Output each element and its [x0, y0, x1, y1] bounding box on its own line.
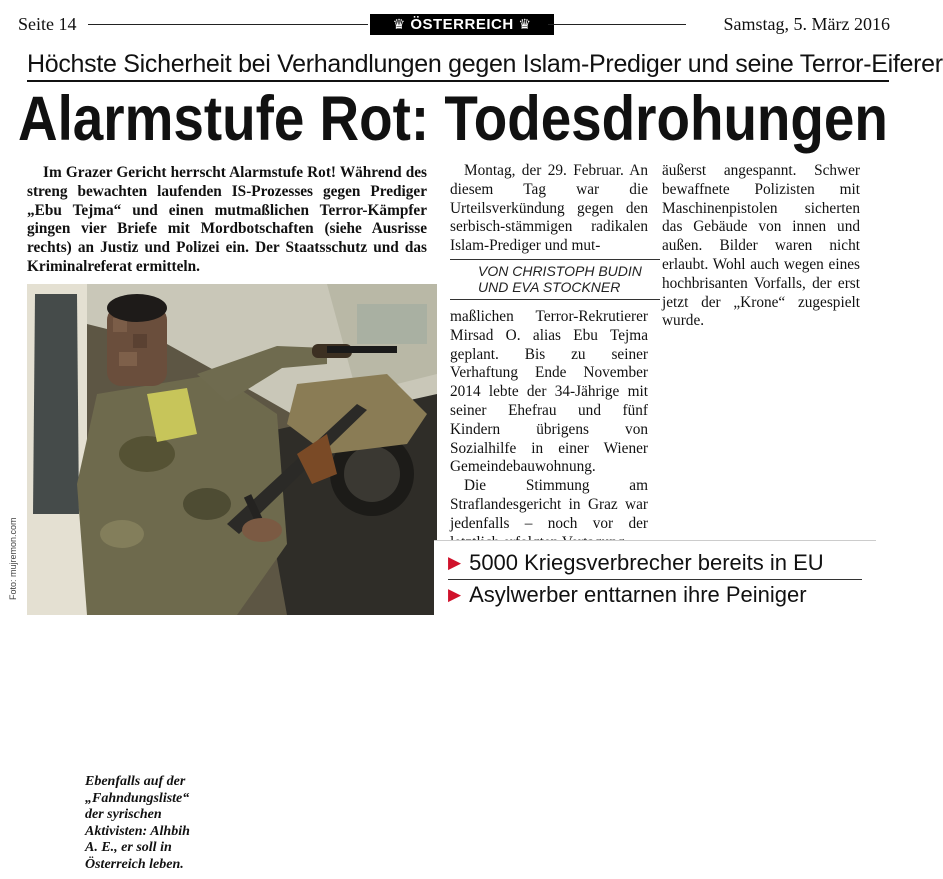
byline-authors-1: VON CHRISTOPH BUDIN — [478, 263, 642, 279]
article-text: Die Stimmung am Straflandesgericht in Graz war jedenfalls – noch vor der — [450, 477, 648, 532]
article-text: äußerst angespannt. Schwer bewaffnete Polizisten mit Maschinenpistolen sicherten das Gebäude von innen und außen. Bilder waren nicht erlaubt. Wohl auch wegen eines hochbrisanten Vorfalls, der erst jetzt der „Krone“ zugespielt wurde. — [662, 162, 860, 330]
crown-icon: ♛ — [518, 16, 532, 32]
triangle-right-icon: ▶ — [448, 585, 462, 604]
photo-credit: Foto: mujremon.com — [8, 517, 18, 600]
byline — [450, 259, 660, 300]
article-text: maßlichen Terror-Rekrutierer Mirsad O. alias Ebu Tejma geplant. Bis zu seiner Verhaftung Ende November 2014 lebte der 34-Jährige mit seiner Ehefrau und fünf Kindern übrigens von Sozialhilfe in einer Wiener Gemeindebauwohnung. — [450, 308, 648, 476]
crown-icon: ♛ — [392, 16, 406, 32]
section-name: ÖSTERREICH — [410, 16, 514, 33]
triangle-right-icon: ▶ — [448, 553, 462, 572]
teaser-text: Asylwerber enttarnen ihre Peiniger — [469, 582, 807, 607]
article-column-2-top — [450, 162, 648, 256]
page-header — [18, 13, 890, 35]
photo-caption: Ebenfalls auf der „Fahndungsliste“ der syrischen Aktivisten: Alhbih A. E., er soll in Österreich leben. — [77, 768, 205, 879]
kicker-rule — [27, 80, 889, 82]
teaser-item[interactable] — [448, 549, 824, 579]
header-rule-right — [548, 24, 686, 25]
section-label — [370, 14, 554, 35]
teaser-box — [434, 540, 876, 615]
page-number: Seite 14 — [18, 14, 77, 34]
issue-date: Samstag, 5. März 2016 — [723, 14, 890, 34]
article-text: Montag, der 29. Februar. An diesem Tag war die Urteilsverkündung gegen den serbisch-stämmigen radikalen Islam-Prediger und mut- — [450, 162, 648, 255]
headline: Alarmstufe Rot: Todesdrohungen — [18, 84, 888, 154]
teaser-item[interactable] — [448, 581, 807, 611]
article-column-2-bottom — [450, 308, 648, 552]
photo-illustration — [27, 284, 437, 615]
byline-authors-2: UND EVA STOCKNER — [478, 279, 621, 295]
header-rule-left — [88, 24, 368, 25]
article-column-3 — [662, 162, 860, 331]
teaser-text: 5000 Kriegsverbrecher bereits in EU — [469, 550, 824, 575]
lead-paragraph: Im Grazer Gericht herrscht Alarmstufe Rot! Während des streng bewachten laufenden IS-Prozesses gegen Prediger „Ebu Tejma“ und einen mutmaßlichen Terror-Kämpfer gingen vier Briefe mit Mordbotschaften (siehe Ausrisse rechts) an Justiz und Polizei ein. Der Staatsschutz und das Kriminalreferat ermitteln. — [27, 164, 427, 275]
article-photo — [27, 284, 437, 872]
teaser-divider — [448, 579, 862, 580]
kicker-headline: Höchste Sicherheit bei Verhandlungen gegen Islam-Prediger und seine Terror-Eiferer — [27, 50, 943, 78]
